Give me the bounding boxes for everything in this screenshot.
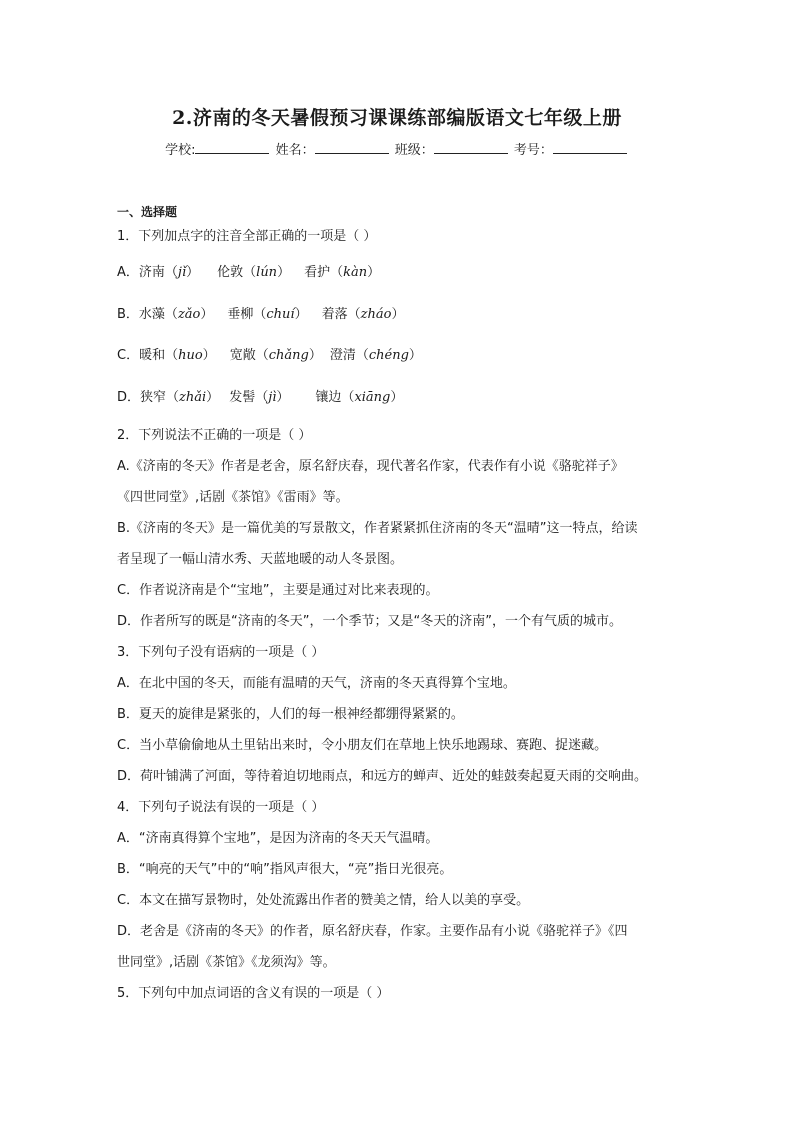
q2-stem: 2．下列说法不正确的一项是（ ） — [117, 428, 312, 443]
paren: ） — [276, 390, 290, 405]
option-letter: A． — [117, 265, 139, 280]
word: 镶边（ — [315, 390, 355, 405]
paren: ） — [186, 265, 200, 280]
pinyin: zhǎi — [179, 390, 207, 405]
q3-stem: 3．下列句子没有语病的一项是（ ） — [117, 645, 325, 660]
pinyin: kàn — [343, 265, 368, 280]
word: 澄清（ — [329, 348, 369, 363]
student-info-row — [0, 139, 794, 158]
pinyin: chuí — [266, 307, 295, 322]
number-label: 考号： — [513, 143, 553, 158]
q3-option-c: C．当小草偷偷地从土里钻出来时，令小朋友们在草地上快乐地踢球、赛跑、捉迷藏。 — [117, 738, 608, 753]
school-blank[interactable] — [195, 141, 269, 154]
q1-stem: 1．下列加点字的注音全部正确的一项是（ ） — [117, 229, 377, 244]
school-label: 学校: — [165, 143, 196, 158]
paren: ） — [200, 307, 214, 322]
q3-option-b: B．夏天的旋律是紧张的，人们的每一根神经都绷得紧紧的。 — [117, 707, 464, 722]
q1-option-d — [117, 390, 403, 406]
word: 发髻（ — [229, 390, 269, 405]
q2-option-a-line2: 《四世同堂》,话剧《茶馆》《雷雨》等。 — [117, 490, 349, 505]
paren: ） — [277, 265, 291, 280]
option-letter: C． — [117, 348, 140, 363]
q2-option-b-line1: B.《济南的冬天》是一篇优美的写景散文，作者紧紧抓住济南的冬天“温晴”这一特点，给读 — [117, 521, 638, 536]
paren: ） — [206, 390, 220, 405]
word: 着落（ — [321, 307, 361, 322]
section-heading: 一、选择题 — [117, 205, 178, 219]
class-label: 班级： — [394, 143, 434, 158]
paren: ） — [294, 307, 308, 322]
q2-option-d: D．作者所写的既是“济南的冬天”，一个季节；又是“冬天的济南”，一个有气质的城市。 — [117, 614, 622, 629]
paren: ） — [391, 307, 405, 322]
word: 垂柳（ — [227, 307, 267, 322]
q4-option-d-line1: D．老舍是《济南的冬天》的作者，原名舒庆春，作家。主要作品有小说《骆驼祥子》《四 — [117, 924, 628, 939]
pinyin: xiāng — [354, 390, 391, 405]
word: 宽敞（ — [229, 348, 269, 363]
class-blank[interactable] — [434, 141, 508, 154]
word: 伦敦（ — [217, 265, 257, 280]
name-label: 姓名： — [275, 143, 315, 158]
word: 水藻（ — [138, 307, 178, 322]
q3-option-d: D．荷叶铺满了河面，等待着迫切地雨点，和远方的蝉声、近处的蛙鼓奏起夏天雨的交响曲。 — [117, 769, 648, 784]
option-letter: D． — [117, 390, 141, 405]
q2-option-c: C．作者说济南是个“宝地”，主要是通过对比来表现的。 — [117, 583, 439, 598]
pinyin: zháo — [360, 307, 392, 322]
q2-option-a-line1: A.《济南的冬天》作者是老舍，原名舒庆春，现代著名作家，代表作有小说《骆驼祥子》 — [117, 459, 624, 474]
paren: ） — [367, 265, 381, 280]
word: 暖和（ — [139, 348, 179, 363]
page-title: 2.济南的冬天暑假预习课课练部编版语文七年级上册 — [172, 107, 622, 129]
q5-stem: 5．下列句中加点词语的含义有误的一项是（ ） — [117, 986, 390, 1001]
q3-option-a: A．在北中国的冬天，而能有温晴的天气，济南的冬天真得算个宝地。 — [117, 676, 516, 691]
q4-option-b: B．“响亮的天气”中的“响”指风声很大，“亮”指日光很亮。 — [117, 862, 453, 877]
pinyin: chǎng — [268, 348, 309, 363]
q4-option-d-line2: 世同堂》,话剧《茶馆》《龙须沟》等。 — [117, 955, 336, 970]
q4-option-a: A．“济南真得算个宝地”，是因为济南的冬天天气温晴。 — [117, 831, 439, 846]
pinyin: huo — [178, 348, 203, 363]
number-blank[interactable] — [553, 141, 627, 154]
pinyin: chéng — [368, 348, 409, 363]
paren: ） — [202, 348, 216, 363]
word: 狭窄（ — [140, 390, 180, 405]
name-blank[interactable] — [315, 141, 389, 154]
pinyin: zǎo — [177, 307, 201, 322]
pinyin: jǐ — [177, 265, 187, 280]
paren: ） — [308, 348, 322, 363]
q4-option-c: C．本文在描写景物时，处处流露出作者的赞美之情，给人以美的享受。 — [117, 893, 530, 908]
pinyin: lún — [256, 265, 278, 280]
pinyin: jì — [268, 390, 277, 405]
paren: ） — [390, 390, 404, 405]
q1-option-c — [117, 348, 422, 364]
paren: ） — [408, 348, 422, 363]
q4-stem: 4．下列句子说法有误的一项是（ ） — [117, 800, 325, 815]
word: 看护（ — [304, 265, 344, 280]
q1-option-b — [117, 307, 404, 323]
q1-option-a — [117, 265, 380, 281]
q2-option-b-line2: 者呈现了一幅山清水秀、天蓝地暖的动人冬景图。 — [117, 552, 404, 567]
option-letter: B． — [117, 307, 139, 322]
word: 济南（ — [138, 265, 178, 280]
